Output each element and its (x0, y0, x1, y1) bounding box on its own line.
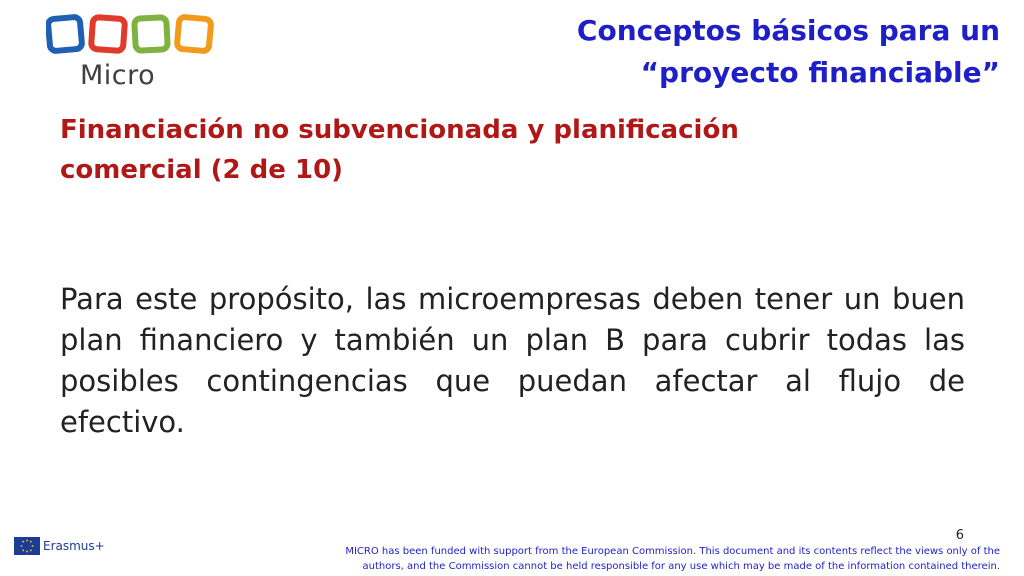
slide-title-line1: Conceptos básicos para un (576, 14, 1000, 47)
eu-flag-icon (14, 537, 40, 555)
logo-squares-icon (46, 14, 216, 54)
slide-subtitle-line1: Financiación no subvencionada y planificación (60, 115, 739, 145)
logo-square-blue (48, 17, 83, 52)
slide-subtitle (60, 110, 880, 190)
slide-subtitle-line2: comercial (2 de 10) (60, 155, 344, 185)
disclaimer-line1: MICRO has been funded with support from the European Commission. This document and its contents reflect the views only of the (345, 546, 1000, 557)
disclaimer-line2: authors, and the Commission cannot be held responsible for any use which may be made of the information contained therein. (362, 561, 1000, 572)
slide-title (440, 10, 1000, 94)
erasmus-logo (14, 537, 105, 555)
logo-square-orange (177, 17, 212, 52)
erasmus-label: Erasmus+ (43, 539, 105, 553)
funding-disclaimer (300, 544, 1000, 574)
logo-square-green (134, 17, 168, 51)
logo-text: Micro (80, 60, 156, 91)
body-paragraph: Para este propósito, las microempresas deben tener un buen plan financiero y también un plan B para cubrir todas las posibles contingencias que puedan afectar al flujo de efectivo. (60, 282, 965, 439)
slide-title-line2: “proyecto financiable” (640, 56, 1000, 89)
logo-square-red (91, 17, 125, 51)
page-number: 6 (955, 528, 964, 543)
micro-logo (40, 6, 220, 90)
